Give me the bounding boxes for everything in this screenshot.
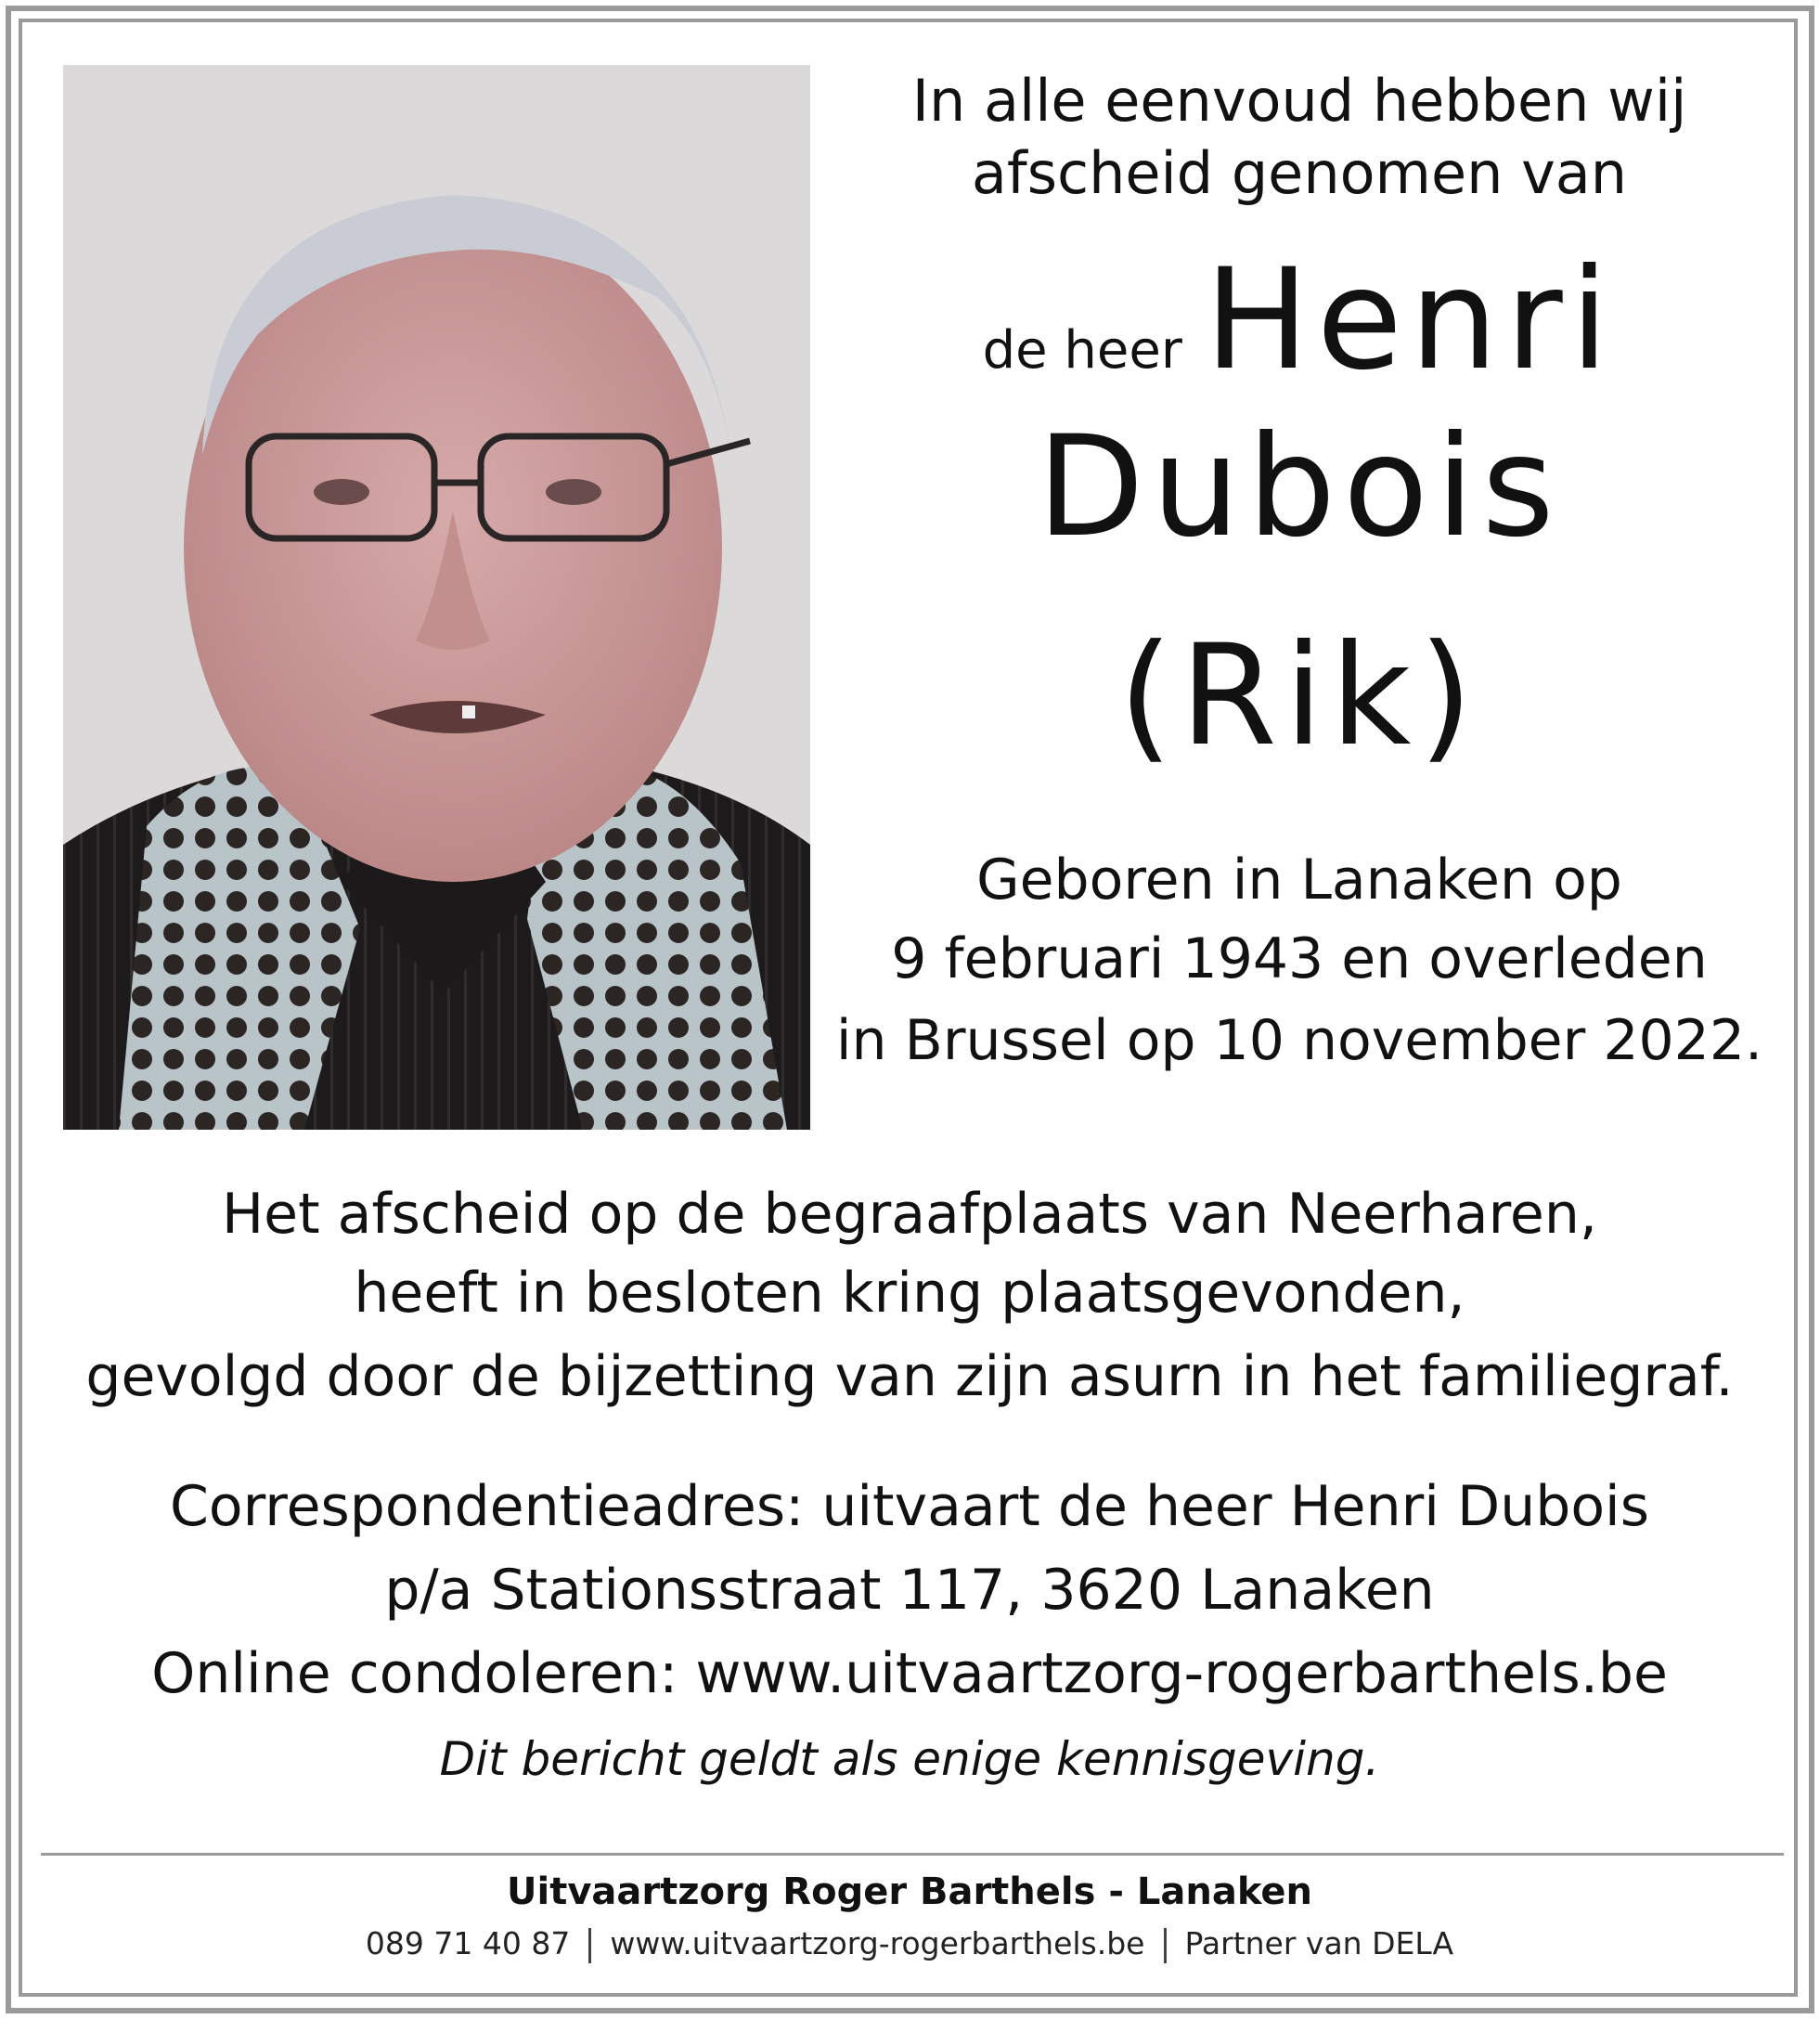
notice-text: Dit bericht geldt als enige kennisgeving. [439,1732,1380,1786]
footer-contact [37,1922,1782,1966]
farewell-line-3: gevolgd door de bijzetting van zijn asurn in het familiegraf. [85,1344,1734,1409]
footer-phone: 089 71 40 87 [365,1925,571,1961]
company-name: Uitvaartzorg Roger Barthels - Lanaken [507,1870,1312,1913]
born-line-3: in Brussel op 10 november 2022. [835,1008,1763,1073]
footer-separator [588,1928,591,1963]
farewell-line-2: heeft in besloten kring plaatsgevonden, [354,1261,1465,1326]
footer-website[interactable]: www.uitvaartzorg-rogerbarthels.be [610,1925,1145,1961]
online-condolence: Online condoleren: www.uitvaartzorg-rogerbarthels.be [151,1641,1668,1706]
first-name: Henri [1204,239,1617,401]
portrait-illustration [63,65,810,1130]
footer-divider [41,1853,1784,1856]
born-line-1: Geboren in Lanaken op [976,848,1622,912]
intro-line-1: In alle eenvoud hebben wij [911,67,1687,135]
footer-separator [1164,1928,1167,1963]
nickname: (Rik) [1118,615,1480,777]
portrait-photo [63,65,810,1130]
name-row-first [835,241,1763,399]
correspondence-address: Correspondentieadres: uitvaart de heer Henri Dubois [170,1474,1649,1539]
born-line-2: 9 februari 1943 en overleden [891,926,1708,991]
last-name: Dubois [1037,407,1562,568]
street-address: p/a Stationsstraat 117, 3620 Lanaken [384,1558,1435,1623]
intro-line-2: afscheid genomen van [971,139,1628,207]
footer-partner: Partner van DELA [1184,1925,1454,1961]
farewell-line-1: Het afscheid op de begraafplaats van Neerharen, [222,1182,1597,1247]
honorific: de heer [982,320,1182,381]
